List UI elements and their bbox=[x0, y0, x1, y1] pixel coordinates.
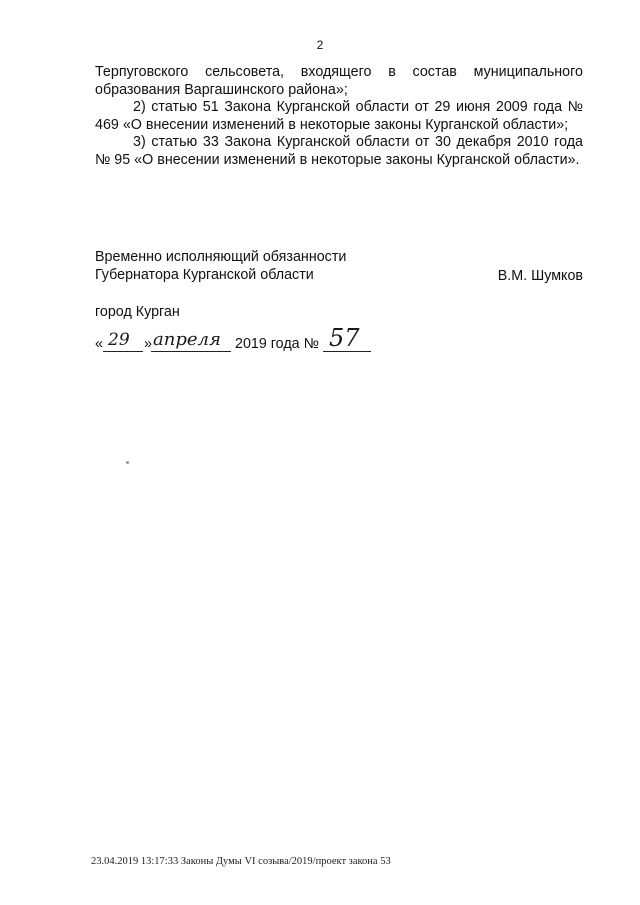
signatory-title-line-2: Губернатора Курганской области bbox=[95, 266, 314, 283]
signatory-title-line-1: Временно исполняющий обязанности bbox=[95, 249, 347, 265]
scan-speck bbox=[126, 461, 129, 464]
paragraph-item-2: 2) статью 51 Закона Курганской области от 29 июня 2009 года № 469 «О внесении изменений в некоторые законы Курганской области»; bbox=[95, 99, 583, 133]
date-line bbox=[95, 326, 425, 356]
page-number: 2 bbox=[316, 38, 324, 52]
body-text bbox=[95, 64, 583, 169]
handwritten-law-number: 57 bbox=[329, 324, 360, 352]
signatory-name: В.М. Шумков bbox=[497, 267, 583, 284]
signature-line bbox=[95, 267, 583, 286]
month-underline bbox=[151, 351, 231, 352]
day-underline bbox=[103, 351, 143, 352]
paragraph-item-3: 3) статью 33 Закона Курганской области от 30 декабря 2010 года № 95 «О внесении изменений в некоторые законы Курганской области». bbox=[95, 134, 583, 168]
footer-file-stamp: 23.04.2019 13:17:33 Законы Думы VI созыва/2019/проект закона 53 bbox=[91, 856, 391, 867]
handwritten-day: 29 bbox=[108, 330, 130, 350]
quote-close: » bbox=[144, 336, 152, 352]
quote-open: « bbox=[95, 336, 103, 352]
signature-block bbox=[95, 249, 583, 285]
handwritten-month: апреля bbox=[153, 329, 221, 350]
paragraph-continuation: Терпуговского сельсовета, входящего в состав муниципального образования Варгашинского района»; bbox=[95, 64, 583, 98]
number-underline bbox=[323, 351, 371, 352]
city-name: город Курган bbox=[95, 304, 180, 320]
year-and-number-label: 2019 года № bbox=[235, 336, 319, 352]
